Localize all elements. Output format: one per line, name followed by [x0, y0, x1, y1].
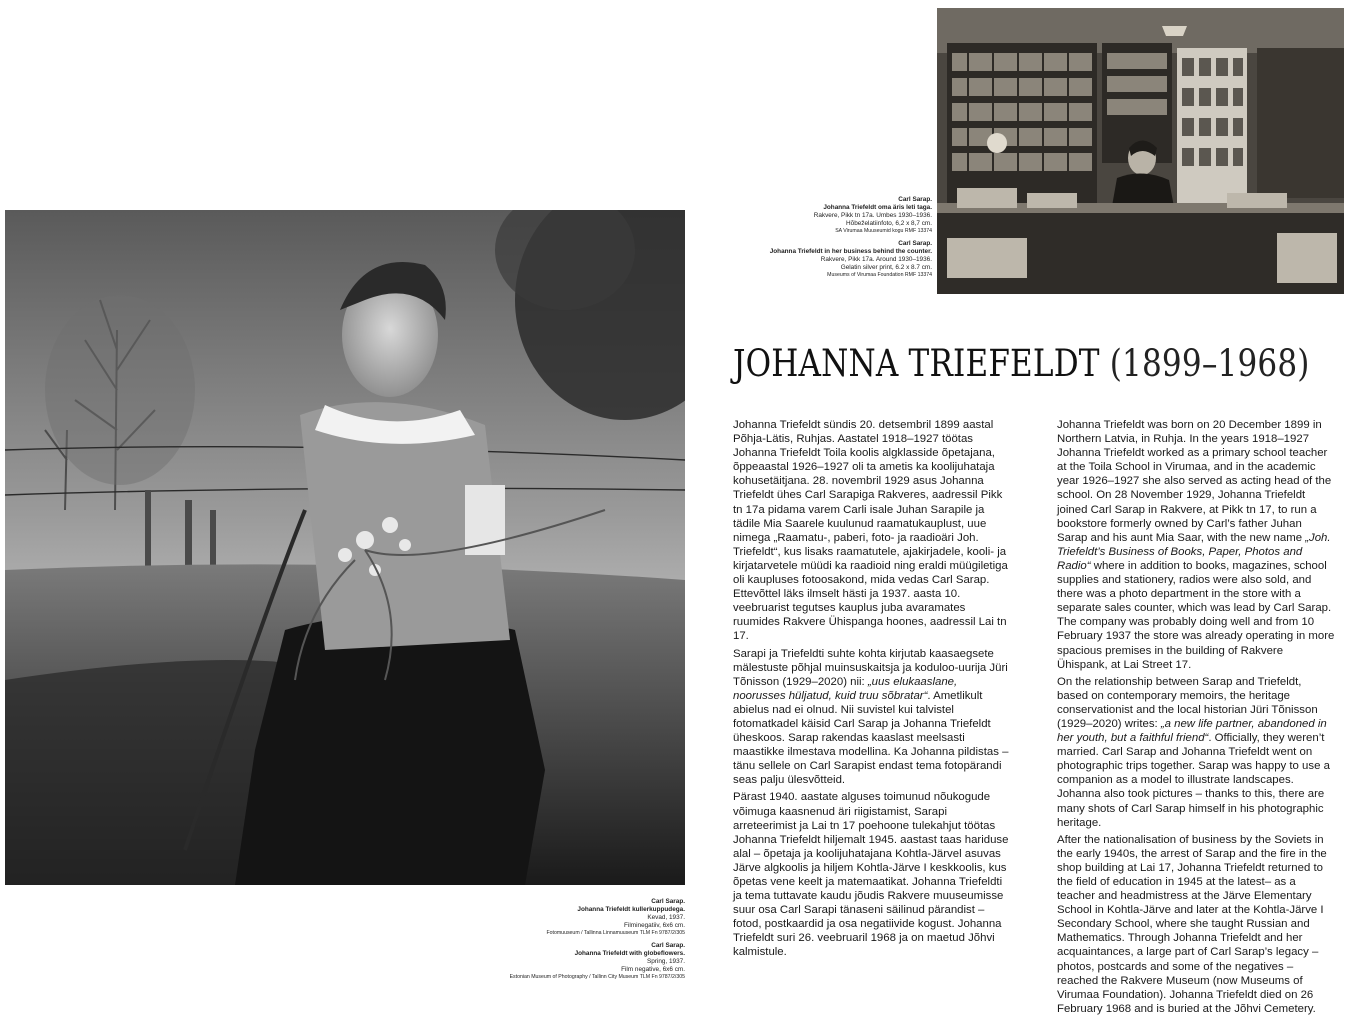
- et-paragraph-1: Johanna Triefeldt sündis 20. detsembril 1899 aastal Põhja-Lätis, Ruhjas. Aastatel 1918–1927 töötas Johanna Triefeldt Toila koolis algklasside õpetajana, õppeaastal 1926–1927 oli ta ametis ka koolijuhataja kohusetäitjana. 28. novembril 1929 asus Johanna Triefeldt ühes Carl Sarapiga Rakveres, aadressil Pikk tn 17a pidama varem Carli isale Juhan Sarapile ja tädile Mia Saarele kuulunud raamatukauplust, uue nimega „Raamatu-, paberi, foto- ja raadioäri Joh. Triefeldt“, kus lisaks raamatutele, ajakirjadele, kooli- ja kirjatarvetele müüdi ka raadioid ning eraldi müügiletiga oli kaupluses fotoosakond, mida vedas Carl Sarap. Ettevõttel läks ilmselt hästi ja 1937. aasta 10. veebruarist tegutses kauplus juba avaramates ruumides Rakvere Ühispanga hoones, aadressil Lai tn 17.: [733, 419, 1008, 643]
- store-interior-photo: [937, 8, 1344, 294]
- store-photo-caption: [720, 196, 932, 284]
- store-caption-estonian: [720, 196, 932, 235]
- caption-author: Carl Sarap.: [898, 240, 932, 247]
- title-years: (1899–1968): [1109, 342, 1310, 385]
- title-name: JOHANNA TRIEFELDT: [733, 342, 1100, 385]
- portrait-photo-caption: [480, 898, 685, 986]
- portrait-photo: [5, 210, 685, 885]
- caption-title: Johanna Triefeldt kullerkuppudega.: [577, 906, 685, 913]
- caption-credit: Museums of Virumaa Foundation RMF 13374: [827, 272, 932, 278]
- en-p1-rest: where in addition to books, magazines, school supplies and stationery, radios were also sold, and there was a photo department in the store with a separate sales counter, which was lead by Carl Sarap. The company was probably doing well and from 10 February 1937 the store was already operating in more spacious premises in the building of Rakvere Ühispank, at Lai Street 17.: [1057, 559, 1335, 671]
- caption-place-date: Rakvere, Pikk tn 17a. Umbes 1930–1936.: [813, 212, 932, 219]
- caption-medium: Film negative, 6x6 cm.: [621, 966, 685, 973]
- caption-credit: Estonian Museum of Photography / Tallinn City Museum TLM Fn 9787/2/305: [509, 974, 685, 980]
- store-interior-image: [937, 8, 1344, 294]
- caption-date: Spring, 1937.: [646, 958, 685, 965]
- caption-title: Johanna Triefeldt with globeflowers.: [574, 950, 685, 957]
- caption-title: Johanna Triefeldt oma äris leti taga.: [823, 204, 932, 211]
- et-p2-rest: . Ametlikult abielus nad ei olnud. Nii suvistel kui talvistel fotomatkadel käisid Carl Sarap ja Johanna Triefeldt üheskoos. Sarap rakendas kaaslast meelsasti maastikke ilmestava modellina. Ka Johanna pildistas – tänu sellele on Carl Sarapist endast tema fotopärandi seas palju ülesvõtteid.: [733, 689, 1009, 787]
- et-p2-quote: „uus elukaaslane, noorusses hüljatud, kuid truu sõbratar“: [733, 675, 958, 702]
- english-text-column: [1057, 418, 1335, 1019]
- caption-author: Carl Sarap.: [651, 898, 685, 905]
- caption-credit: SA Virumaa Muuseumid kogu RMF 13374: [835, 228, 932, 234]
- caption-credit: Fotomuuseum / Tallinna Linnamuuseum TLM Fn 9787/2/305: [546, 930, 685, 936]
- caption-author: Carl Sarap.: [898, 196, 932, 203]
- en-p2-quote: „a new life partner, abandoned in her youth, but a faithful friend“: [1057, 717, 1327, 745]
- caption-title: Johanna Triefeldt in her business behind the counter.: [769, 248, 932, 255]
- caption-medium: Filminegatiiv, 6x6 cm.: [624, 922, 685, 929]
- portrait-caption-english: [480, 942, 685, 981]
- en-paragraph-3: After the nationalisation of business by the Soviets in the early 1940s, the arrest of Sarap and the fire in the shop building at Lai 17, Johanna Triefeldt returned to the field of education in 1945 at the latest– as a teacher and headmistress at the Järve Elementary School in Kohtla-Järve and later at the Kohtla-Järve I Secondary School, where she taught Russian and Mathematics. Through Johanna Triefeldt and her acquaintances, a large part of Carl Sarap’s legacy – photos, postcards and some of the negatives – reached the Rakvere Museum (now Museums of Virumaa Foundation). Johanna Triefeldt died on 26 February 1968 and is buried at the Jõhvi Cemetery.: [1057, 833, 1327, 1015]
- en-paragraph-1: [1057, 418, 1335, 672]
- page-title: [733, 342, 1310, 385]
- portrait-caption-estonian: [480, 898, 685, 937]
- en-p2-rest: . Officially, they weren’t married. Carl Sarap and Johanna Triefeldt went on photographic trips together. Sarap was happy to use a companion as a model to illustrate landscapes. Johanna also took pictures – thanks to this, there are many shots of Carl Sarap himself in his photographic heritage.: [1057, 732, 1330, 829]
- en-paragraph-2: [1057, 675, 1335, 830]
- caption-date: Kevad, 1937.: [647, 914, 685, 921]
- en-p2-intro: On the relationship between Sarap and Triefeldt, based on contemporary memoirs, the heritage conservationist and the local historian Jüri Tõnisson (1929–2020) writes:: [1057, 675, 1318, 730]
- store-caption-english: [720, 240, 932, 279]
- caption-medium: Gelatin silver print, 6.2 x 8.7 cm.: [840, 264, 932, 271]
- estonian-text-column: [733, 418, 1011, 963]
- et-paragraph-3: Pärast 1940. aastate alguses toimunud nõukogude võimuga kaasnenud äri riigistamist, Sarapi arreteerimist ja Lai tn 17 poehoone tulekahjut töötas Johanna Triefeldt hiljemalt 1945. aastast taas hariduse alal – õpetaja ja koolijuhatajana Kohtla-Järvel asuvas Järve algkoolis ja hiljem Kohtla-Järve I keskkoolis, kus õpetas vene keelt ja matemaatikat. Johanna Triefeldti ja tema tuttavate kaudu jõudis Rakvere muuseumisse suur osa Carl Sarapi tänaseni säilinud pärandist – fotod, postkaardid ja osa negatiivide kogust. Johanna Triefeldt suri 26. veebruaril 1968 ja on maetud Jõhvi kalmistule.: [733, 791, 1009, 959]
- en-p1-intro: Johanna Triefeldt was born on 20 December 1899 in Northern Latvia, in Ruhja. In the years 1918–1927 Johanna Triefeldt worked as a primary school teacher at the Toila School in Virumaa, and in the academic year 1926–1927 she also served as acting head of the school. On 28 November 1929, Johanna Triefeldt joined Carl Sarap in Rakvere, at Pikk tn 17, to run a bookstore formerly owned by Carl’s father Juhan Sarap and his aunt Mia Saar, with the new name: [1057, 419, 1332, 544]
- caption-place-date: Rakvere, Pikk 17a. Around 1930–1936.: [820, 256, 932, 263]
- et-paragraph-2: [733, 647, 1011, 788]
- en-p1-quote: „Joh. Triefeldt’s Business of Books, Paper, Photos and Radio“: [1057, 531, 1331, 572]
- caption-author: Carl Sarap.: [651, 942, 685, 949]
- portrait-photo-image: [5, 210, 685, 885]
- et-p2-intro: Sarapi ja Triefeldti suhte kohta kirjutab kaasaegsete mälestuste põhjal muinsuskaitsja ja koduloo-uurija Jüri Tõnisson (1929–2020) nii:: [733, 647, 1008, 688]
- caption-medium: Hõbeželatiinfoto, 6,2 x 8,7 cm.: [846, 220, 932, 227]
